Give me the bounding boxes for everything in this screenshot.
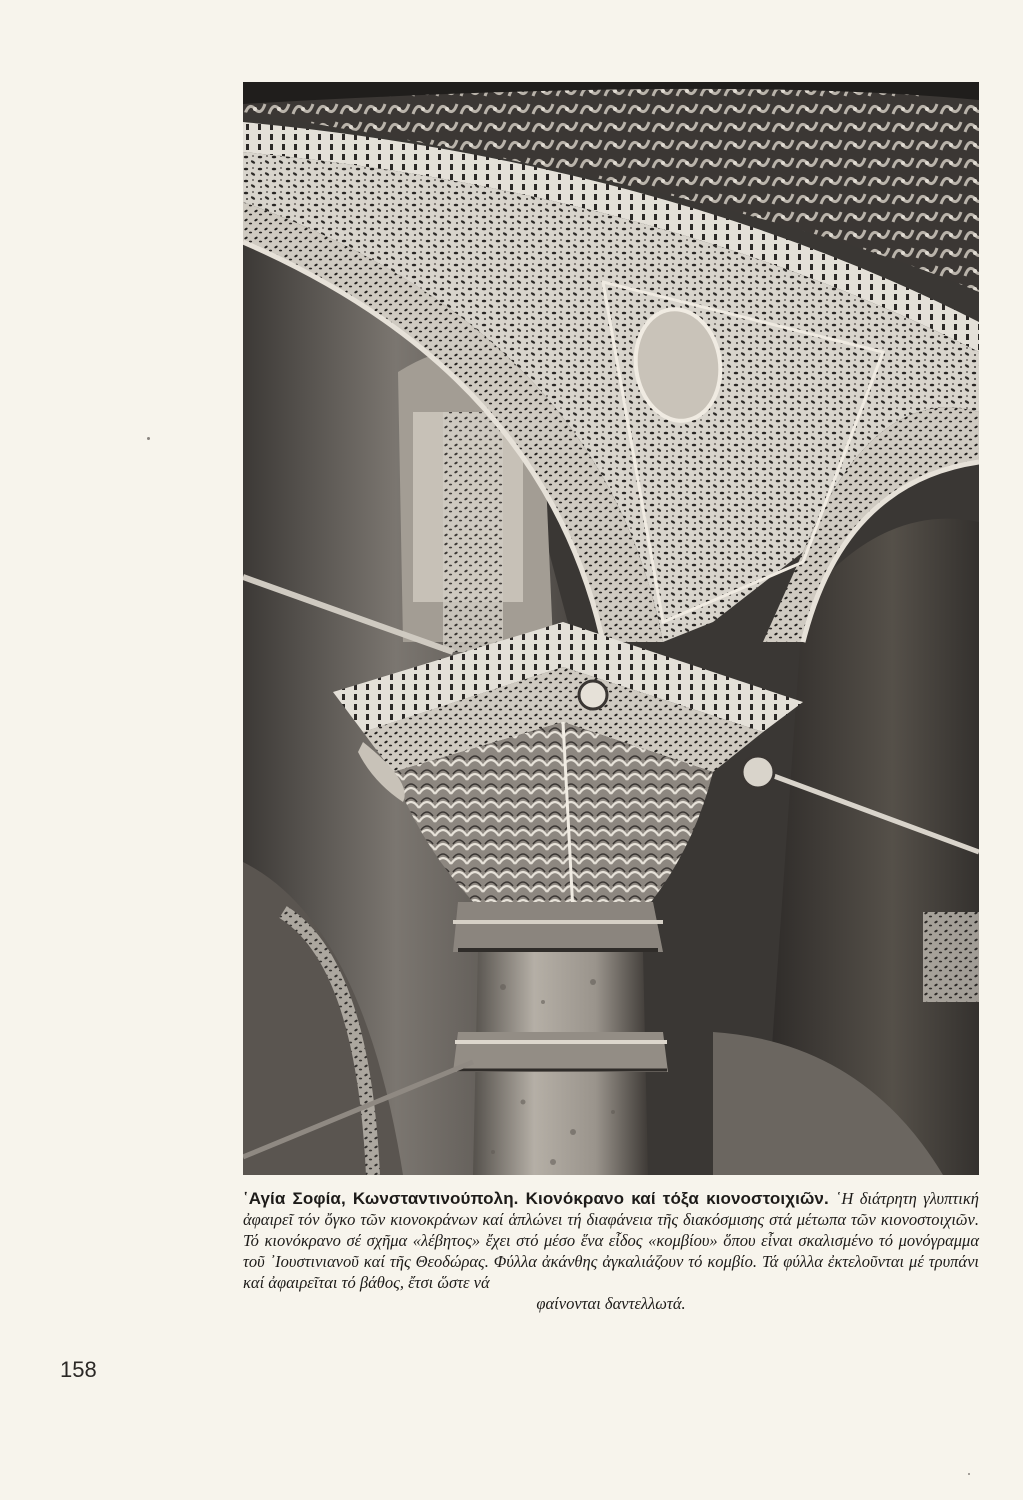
caption-body: ῾Η διάτρητη γλυπτική ἀφαιρεῖ τόν ὄγκο τῶν κιονοκράνων καί ἁπλώνει τή διαφάνεια τῆς διακόσμισης στά μέτωπα τῶν κιονοστοιχιῶν. Τό κιονόκρανο σέ σχῆμα «λέβητος» ἔχει στό μέσο ἕνα εἶδος «κομβίου» ὅπου εἶναι σκαλισμένο τό μονόγραμμα τοῦ ᾿Ιουστινιανοῦ καί τῆς Θεοδώρας. Φύλλα ἀκάνθης ἀγκαλιάζουν τό κομβίο. Τά φύλλα ἐκτελοῦνται μέ τρυπάνι καί ἀφαιρεῖται τό βάθος, ἔτσι ὥστε νά — [243, 1189, 979, 1292]
caption-last-line: φαίνονται δαντελλωτά. — [536, 1294, 686, 1313]
caption-title: ῾Αγία Σοφία, Κωνσταντινούπολη. Κιονόκρανο καί τόξα κιονοστοιχιῶν. — [243, 1189, 836, 1208]
page-speck — [968, 1473, 970, 1475]
photograph-column-capital — [243, 82, 979, 1175]
page-speck — [147, 437, 150, 440]
photograph-illustration — [243, 82, 979, 1175]
page-number: 158 — [60, 1357, 97, 1382]
photo-caption — [243, 1188, 979, 1314]
